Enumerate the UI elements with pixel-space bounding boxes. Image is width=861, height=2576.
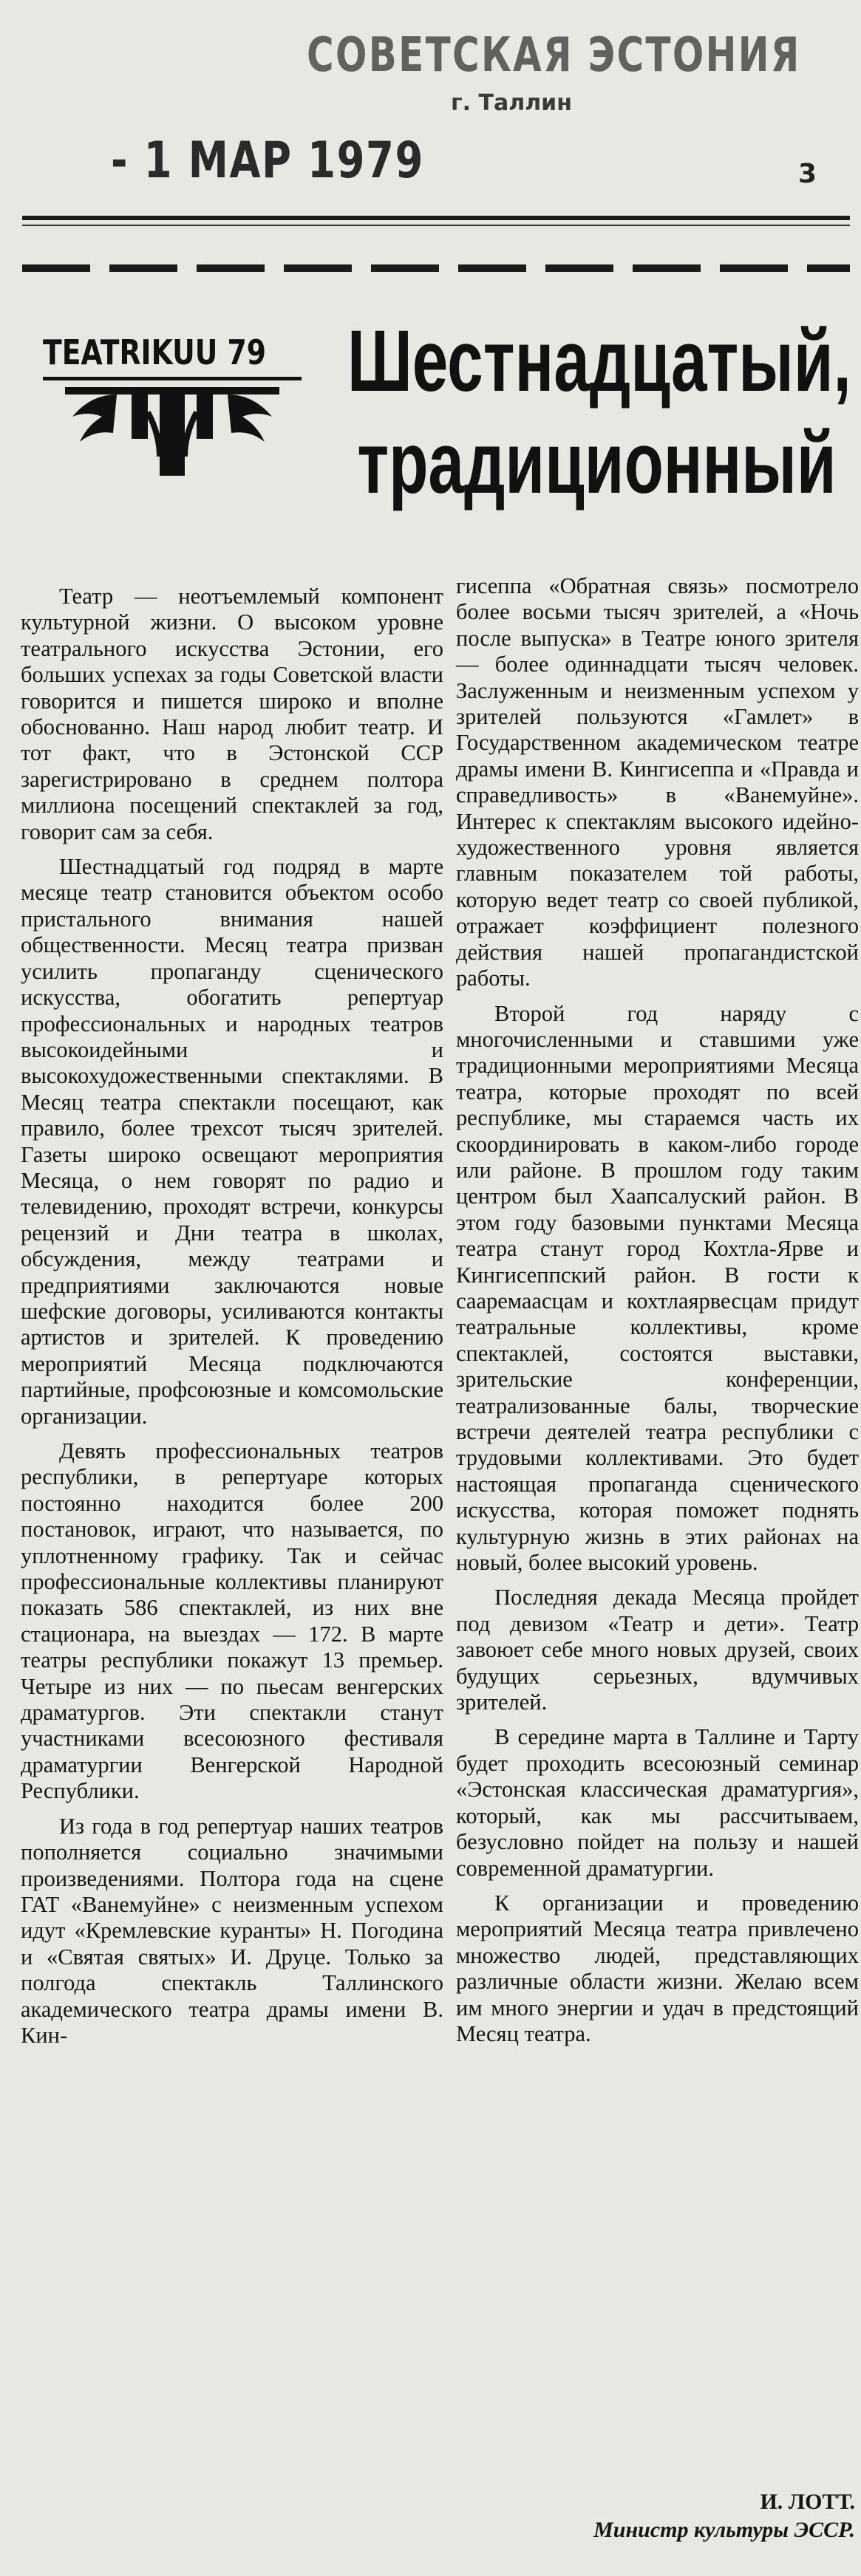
header-rule-thin: [22, 225, 850, 226]
rubric-label: TEATRIKUU 79: [43, 332, 267, 372]
newspaper-name-stamp: СОВЕТСКАЯ ЭСТОНИЯ: [307, 28, 801, 83]
paragraph: Последняя декада Месяца пройдет под девизом «Театр и дети». Театр завоюет себе много новых друзей, своих будущих серьезных, вдумчивых зрителей.: [456, 1585, 859, 1715]
theatre-masks-logo-icon: [65, 383, 279, 479]
article-headline: [347, 310, 851, 514]
author-signature: [456, 2488, 855, 2544]
paragraph: К организации и проведению мероприятий Месяца театра привлечено множество людей, представляющих различные области жизни. Желаю всем им много энергии и удач в предстоящий Месяц театра.: [456, 1890, 859, 2046]
headline-line-2: традиционный: [357, 414, 837, 512]
paragraph: Театр — неотъемлемый компонент культурной жизни. О высоком уровне театрального искусства Эстонии, его больших успехах за годы Советской власти говорится и пишется широко и вполне обоснованно. Наш народ любит театр. И тот факт, что в Эстонской ССР зарегистрировано в среднем полтора миллиона посещений спектаклей за год, говорит сам за себя.: [21, 584, 443, 844]
city-stamp: г. Таллин: [451, 90, 572, 116]
paragraph: Девять профессиональных театров республики, в репертуаре которых постоянно находится более 200 постановок, играют, что называется, по уплотненному графику. Так и сейчас профессиональные коллективы планируют показать 586 спектаклей, из них вне стационара, на выездах — 172. В марте театры республики покажут 13 премьер. Четыре из них — по пьесам венгерских драматургов. Эти спектакли станут участниками всесоюзного фестиваля драматургии Венгерской Народной Республики.: [21, 1438, 443, 1804]
article-column-left: [21, 584, 443, 2057]
rubric-block: [43, 332, 309, 480]
dashed-divider: [22, 264, 850, 272]
paragraph: Второй год наряду с многочисленными и ставшими уже традиционными мероприятиями Месяца театра, которые проходят по всей республике, мы стараемся часть их скоординировать в каком-либо городе или районе. В прошлом году таким центром был Хаапсалуский район. В этом году базовыми пунктами Месяца театра станут город Кохтла-Ярве и Кингисеппский район. В гости к сааремаасцам и кохтлаярвесцам придут театральные коллективы, кроме спектаклей, состоятся выставки, зрительские конференции, театрализованные балы, творческие встречи деятелей театра республики с трудовыми коллективами. Это будет настоящая пропаганда сценического искусства, которая поможет поднять культурную жизнь в этих районах на новый, более высокий уровень.: [456, 1000, 859, 1576]
headline-line-1: Шестнадцатый,: [347, 312, 851, 410]
author-role: Министр культуры ЭССР.: [593, 2518, 855, 2542]
paragraph-continued: гисеппа «Обратная связь» посмотрело более восьми тысяч зрителей, а «Ночь после выпуска» в Театре юного зрителя — более одиннадцати тысяч человек. Заслуженным и неизменным успехом у зрителей пользуются «Гамлет» в Государственном академическом театре драмы имени В. Кингисеппа и «Правда и справедливость» в «Ванемуйне». Интерес к спектаклям высокого идейно-художественного уровня является главным показателем той работы, которую ведет театр со своей публикой, отражает коэффициент полезного действия нашей пропагандистской работы.: [456, 573, 859, 991]
date-stamp: - 1 МАР 1979: [111, 131, 424, 190]
header-rule: [22, 216, 850, 220]
paragraph: В середине марта в Таллине и Тарту будет проходить всесоюзный семинар «Эстонская классическая драматургия», который, как мы рассчитываем, безусловно пойдет на пользу и нашей современной драматургии.: [456, 1724, 859, 1881]
paragraph: Из года в год репертуар наших театров пополняется социально значимыми произведениями. Полтора года на сцене ГАТ «Ванемуйне» с неизменным успехом идут «Кремлевские куранты» Н. Погодина и «Святая святых» И. Друце. Только за полгода спектакль Таллинского академического театра драмы имени В. Кин-: [21, 1813, 443, 2048]
paragraph: Шестнадцатый год подряд в марте месяце театр становится объектом особо пристального внимания нашей общественности. Месяц театра призван усилить пропаганду сценического искусства, обогатить репертуар профессиональных и народных театров высокоидейными и высокохудожественными спектаклями. В Месяц театра спектакли посещают, как правило, более трехсот тысяч зрителей. Газеты широко освещают мероприятия Месяца, о нем говорят по радио и телевидению, проходят встречи, конкурсы рецензий и Дни театра в школах, обсуждения, между театрами и предприятиями заключаются новые шефские договоры, усиливаются контакты артистов и зрителей. К проведению мероприятий Месяца подключаются партийные, профсоюзные и комсомольские организации.: [21, 854, 443, 1429]
article-column-right: [456, 573, 859, 2056]
author-name: И. ЛОТТ.: [760, 2490, 855, 2514]
page-number: 3: [798, 159, 817, 189]
rubric-underline: [43, 377, 302, 380]
